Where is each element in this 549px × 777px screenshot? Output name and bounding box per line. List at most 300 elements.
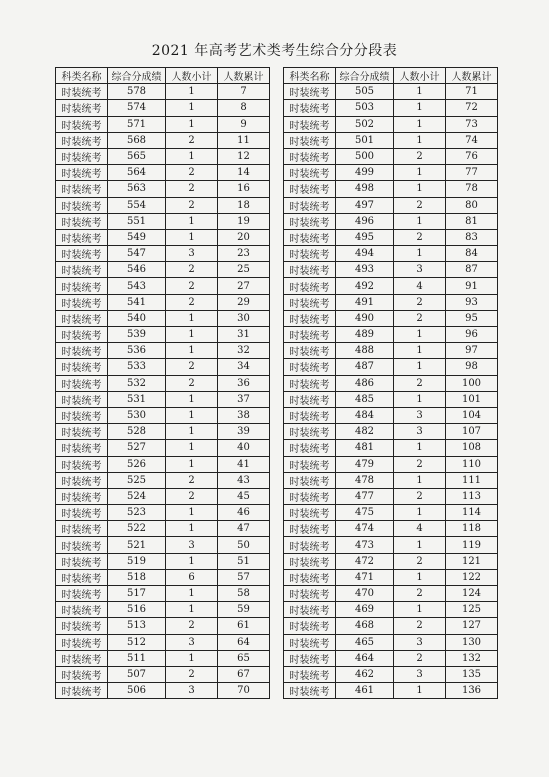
cell-score: 526 [108,456,166,472]
cell-count: 2 [166,375,218,391]
cell-cumulative: 25 [218,262,270,278]
cell-count: 1 [166,407,218,423]
cell-score: 541 [108,294,166,310]
table-row [284,666,498,682]
cell-score: 574 [108,100,166,116]
cell-cumulative: 72 [446,100,498,116]
cell-category: 时装统考 [56,375,108,391]
cell-count: 1 [166,327,218,343]
header-score: 综合分成绩 [336,68,394,84]
cell-score: 490 [336,310,394,326]
cell-cumulative: 107 [446,424,498,440]
cell-count: 1 [394,440,446,456]
cell-count: 3 [394,634,446,650]
table-row [56,84,270,100]
cell-category: 时装统考 [284,375,336,391]
cell-cumulative: 19 [218,213,270,229]
table-row [284,310,498,326]
cell-cumulative: 111 [446,472,498,488]
cell-score: 503 [336,100,394,116]
cell-score: 533 [108,359,166,375]
cell-count: 1 [394,391,446,407]
table-row [56,246,270,262]
cell-cumulative: 14 [218,165,270,181]
cell-cumulative: 43 [218,472,270,488]
cell-score: 492 [336,278,394,294]
cell-category: 时装统考 [284,246,336,262]
cell-cumulative: 23 [218,246,270,262]
cell-cumulative: 73 [446,116,498,132]
cell-category: 时装统考 [56,391,108,407]
cell-score: 578 [108,84,166,100]
cell-cumulative: 127 [446,618,498,634]
table-row [56,375,270,391]
cell-count: 1 [166,116,218,132]
cell-category: 时装统考 [56,407,108,423]
cell-score: 502 [336,116,394,132]
cell-score: 493 [336,262,394,278]
table-row [56,310,270,326]
cell-category: 时装统考 [56,650,108,666]
cell-count: 2 [166,618,218,634]
cell-score: 488 [336,343,394,359]
cell-category: 时装统考 [56,116,108,132]
cell-cumulative: 46 [218,505,270,521]
cell-score: 462 [336,666,394,682]
cell-category: 时装统考 [56,310,108,326]
table-row [56,683,270,699]
cell-category: 时装统考 [56,343,108,359]
cell-count: 2 [166,165,218,181]
cell-count: 1 [394,505,446,521]
cell-category: 时装统考 [56,359,108,375]
cell-category: 时装统考 [56,165,108,181]
cell-category: 时装统考 [56,537,108,553]
cell-category: 时装统考 [284,666,336,682]
cell-cumulative: 40 [218,440,270,456]
cell-category: 时装统考 [56,586,108,602]
cell-cumulative: 135 [446,666,498,682]
cell-category: 时装统考 [284,440,336,456]
cell-score: 549 [108,229,166,245]
cell-category: 时装统考 [56,440,108,456]
cell-score: 565 [108,148,166,164]
cell-count: 1 [166,343,218,359]
table-row [284,472,498,488]
table-row [56,488,270,504]
cell-category: 时装统考 [56,553,108,569]
table-row [284,197,498,213]
cell-category: 时装统考 [284,586,336,602]
cell-cumulative: 104 [446,407,498,423]
cell-category: 时装统考 [284,537,336,553]
cell-category: 时装统考 [56,294,108,310]
cell-count: 3 [394,262,446,278]
table-row [284,440,498,456]
table-row [56,359,270,375]
table-row [284,213,498,229]
cell-score: 471 [336,569,394,585]
cell-category: 时装统考 [284,84,336,100]
cell-cumulative: 113 [446,488,498,504]
cell-score: 487 [336,359,394,375]
cell-score: 543 [108,278,166,294]
cell-count: 2 [166,472,218,488]
cell-cumulative: 61 [218,618,270,634]
cell-score: 478 [336,472,394,488]
cell-count: 1 [166,521,218,537]
table-row [284,521,498,537]
cell-score: 497 [336,197,394,213]
cell-cumulative: 95 [446,310,498,326]
header-count: 人数小计 [166,68,218,84]
table-row [284,229,498,245]
table-row [284,100,498,116]
cell-category: 时装统考 [56,505,108,521]
cell-score: 564 [108,165,166,181]
table-row [284,553,498,569]
cell-cumulative: 110 [446,456,498,472]
cell-cumulative: 16 [218,181,270,197]
cell-score: 546 [108,262,166,278]
cell-score: 518 [108,569,166,585]
cell-category: 时装统考 [284,683,336,699]
cell-count: 1 [166,100,218,116]
cell-cumulative: 98 [446,359,498,375]
cell-cumulative: 39 [218,424,270,440]
table-row [56,456,270,472]
cell-count: 1 [394,213,446,229]
cell-category: 时装统考 [56,262,108,278]
cell-score: 551 [108,213,166,229]
table-row [56,132,270,148]
table-row [56,666,270,682]
table-header-row [56,68,270,84]
cell-count: 3 [394,424,446,440]
cell-score: 461 [336,683,394,699]
cell-cumulative: 76 [446,148,498,164]
table-row [56,165,270,181]
table-row [284,132,498,148]
cell-category: 时装统考 [284,310,336,326]
cell-cumulative: 136 [446,683,498,699]
cell-score: 517 [108,586,166,602]
cell-count: 2 [166,278,218,294]
table-row [284,375,498,391]
cell-count: 2 [394,375,446,391]
cell-score: 524 [108,488,166,504]
cell-count: 1 [394,472,446,488]
cell-score: 512 [108,634,166,650]
header-cumulative: 人数累计 [218,68,270,84]
cell-cumulative: 124 [446,586,498,602]
table-row [56,602,270,618]
cell-cumulative: 7 [218,84,270,100]
table-row [284,569,498,585]
table-row [284,116,498,132]
cell-score: 521 [108,537,166,553]
cell-cumulative: 71 [446,84,498,100]
cell-count: 1 [166,650,218,666]
cell-count: 2 [394,197,446,213]
cell-category: 时装统考 [284,407,336,423]
cell-count: 1 [394,116,446,132]
table-row [284,391,498,407]
cell-category: 时装统考 [284,343,336,359]
cell-count: 3 [166,683,218,699]
cell-cumulative: 91 [446,278,498,294]
table-row [284,424,498,440]
score-table-left [55,67,270,699]
cell-category: 时装统考 [56,472,108,488]
cell-count: 2 [394,650,446,666]
cell-count: 1 [166,553,218,569]
table-row [56,553,270,569]
cell-category: 时装统考 [56,132,108,148]
cell-count: 1 [166,456,218,472]
table-row [284,148,498,164]
cell-count: 1 [394,181,446,197]
cell-category: 时装统考 [284,148,336,164]
table-row [284,456,498,472]
cell-cumulative: 12 [218,148,270,164]
cell-cumulative: 114 [446,505,498,521]
cell-category: 时装统考 [56,521,108,537]
cell-category: 时装统考 [284,359,336,375]
cell-count: 2 [166,359,218,375]
cell-score: 505 [336,84,394,100]
table-row [284,327,498,343]
cell-category: 时装统考 [56,197,108,213]
table-row [56,213,270,229]
cell-category: 时装统考 [284,424,336,440]
cell-cumulative: 83 [446,229,498,245]
cell-count: 2 [166,181,218,197]
cell-category: 时装统考 [56,327,108,343]
cell-score: 486 [336,375,394,391]
cell-score: 465 [336,634,394,650]
cell-count: 1 [394,84,446,100]
cell-count: 2 [166,666,218,682]
table-row [56,343,270,359]
cell-count: 2 [394,294,446,310]
table-body-left [56,84,270,699]
cell-category: 时装统考 [284,553,336,569]
table-row [56,505,270,521]
table-row [56,634,270,650]
cell-count: 2 [166,488,218,504]
table-row [284,602,498,618]
table-row [56,262,270,278]
cell-score: 495 [336,229,394,245]
cell-score: 498 [336,181,394,197]
cell-category: 时装统考 [284,116,336,132]
header-category: 科类名称 [56,68,108,84]
cell-cumulative: 78 [446,181,498,197]
cell-cumulative: 57 [218,569,270,585]
cell-count: 2 [394,148,446,164]
table-body-right [284,84,498,699]
table-row [284,294,498,310]
table-row [284,165,498,181]
cell-count: 1 [394,537,446,553]
table-row [284,407,498,423]
cell-cumulative: 9 [218,116,270,132]
cell-category: 时装统考 [284,456,336,472]
cell-count: 1 [166,424,218,440]
cell-cumulative: 59 [218,602,270,618]
cell-count: 1 [166,213,218,229]
cell-score: 477 [336,488,394,504]
table-row [284,634,498,650]
cell-score: 494 [336,246,394,262]
cell-score: 506 [108,683,166,699]
cell-category: 时装统考 [284,602,336,618]
cell-cumulative: 87 [446,262,498,278]
table-row [56,650,270,666]
cell-count: 2 [394,229,446,245]
cell-count: 2 [394,618,446,634]
cell-score: 571 [108,116,166,132]
cell-score: 470 [336,586,394,602]
cell-category: 时装统考 [284,488,336,504]
table-row [56,440,270,456]
table-row [284,537,498,553]
cell-score: 474 [336,521,394,537]
cell-count: 1 [166,310,218,326]
cell-cumulative: 77 [446,165,498,181]
cell-count: 1 [166,229,218,245]
table-row [284,246,498,262]
cell-count: 2 [166,262,218,278]
cell-count: 2 [166,294,218,310]
cell-score: 496 [336,213,394,229]
cell-category: 时装统考 [284,472,336,488]
cell-score: 547 [108,246,166,262]
cell-count: 2 [166,132,218,148]
cell-count: 3 [394,666,446,682]
cell-score: 513 [108,618,166,634]
cell-cumulative: 45 [218,488,270,504]
score-table-right [283,67,498,699]
cell-cumulative: 51 [218,553,270,569]
cell-category: 时装统考 [284,262,336,278]
cell-cumulative: 70 [218,683,270,699]
cell-count: 1 [166,602,218,618]
cell-count: 3 [166,634,218,650]
cell-cumulative: 8 [218,100,270,116]
header-cumulative: 人数累计 [446,68,498,84]
cell-count: 1 [394,132,446,148]
cell-count: 1 [394,165,446,181]
cell-score: 532 [108,375,166,391]
cell-score: 481 [336,440,394,456]
table-row [56,100,270,116]
header-score: 综合分成绩 [108,68,166,84]
cell-cumulative: 130 [446,634,498,650]
cell-cumulative: 96 [446,327,498,343]
cell-score: 516 [108,602,166,618]
header-category: 科类名称 [284,68,336,84]
cell-score: 484 [336,407,394,423]
cell-score: 511 [108,650,166,666]
cell-score: 485 [336,391,394,407]
cell-cumulative: 125 [446,602,498,618]
cell-score: 501 [336,132,394,148]
cell-count: 4 [394,521,446,537]
cell-count: 1 [166,586,218,602]
cell-category: 时装统考 [56,100,108,116]
page-title: 2021 年高考艺术类考生综合分分段表 [151,43,398,59]
cell-score: 539 [108,327,166,343]
table-row [284,262,498,278]
table-row [56,521,270,537]
cell-category: 时装统考 [284,165,336,181]
cell-cumulative: 41 [218,456,270,472]
cell-category: 时装统考 [56,148,108,164]
cell-score: 568 [108,132,166,148]
table-row [284,278,498,294]
table-row [284,618,498,634]
cell-category: 时装统考 [284,294,336,310]
cell-cumulative: 36 [218,375,270,391]
table-row [56,278,270,294]
cell-cumulative: 67 [218,666,270,682]
cell-count: 1 [394,246,446,262]
cell-count: 1 [394,569,446,585]
table-row [56,327,270,343]
table-row [56,472,270,488]
table-row [284,488,498,504]
table-row [56,586,270,602]
cell-cumulative: 31 [218,327,270,343]
cell-count: 2 [166,197,218,213]
cell-cumulative: 100 [446,375,498,391]
cell-category: 时装统考 [284,213,336,229]
table-row [56,148,270,164]
header-count: 人数小计 [394,68,446,84]
cell-cumulative: 47 [218,521,270,537]
cell-category: 时装统考 [56,634,108,650]
cell-score: 473 [336,537,394,553]
cell-category: 时装统考 [284,181,336,197]
cell-count: 2 [394,456,446,472]
table-row [56,116,270,132]
cell-category: 时装统考 [56,456,108,472]
cell-cumulative: 34 [218,359,270,375]
cell-count: 1 [166,440,218,456]
cell-category: 时装统考 [56,246,108,262]
cell-category: 时装统考 [284,391,336,407]
cell-count: 4 [394,278,446,294]
cell-category: 时装统考 [56,683,108,699]
cell-category: 时装统考 [284,100,336,116]
cell-category: 时装统考 [284,327,336,343]
table-header-row [284,68,498,84]
cell-cumulative: 74 [446,132,498,148]
table-row [284,505,498,521]
table-row [56,229,270,245]
cell-count: 3 [394,407,446,423]
cell-score: 525 [108,472,166,488]
cell-cumulative: 108 [446,440,498,456]
cell-score: 563 [108,181,166,197]
cell-category: 时装统考 [284,505,336,521]
cell-score: 500 [336,148,394,164]
table-row [56,407,270,423]
cell-cumulative: 50 [218,537,270,553]
cell-score: 554 [108,197,166,213]
